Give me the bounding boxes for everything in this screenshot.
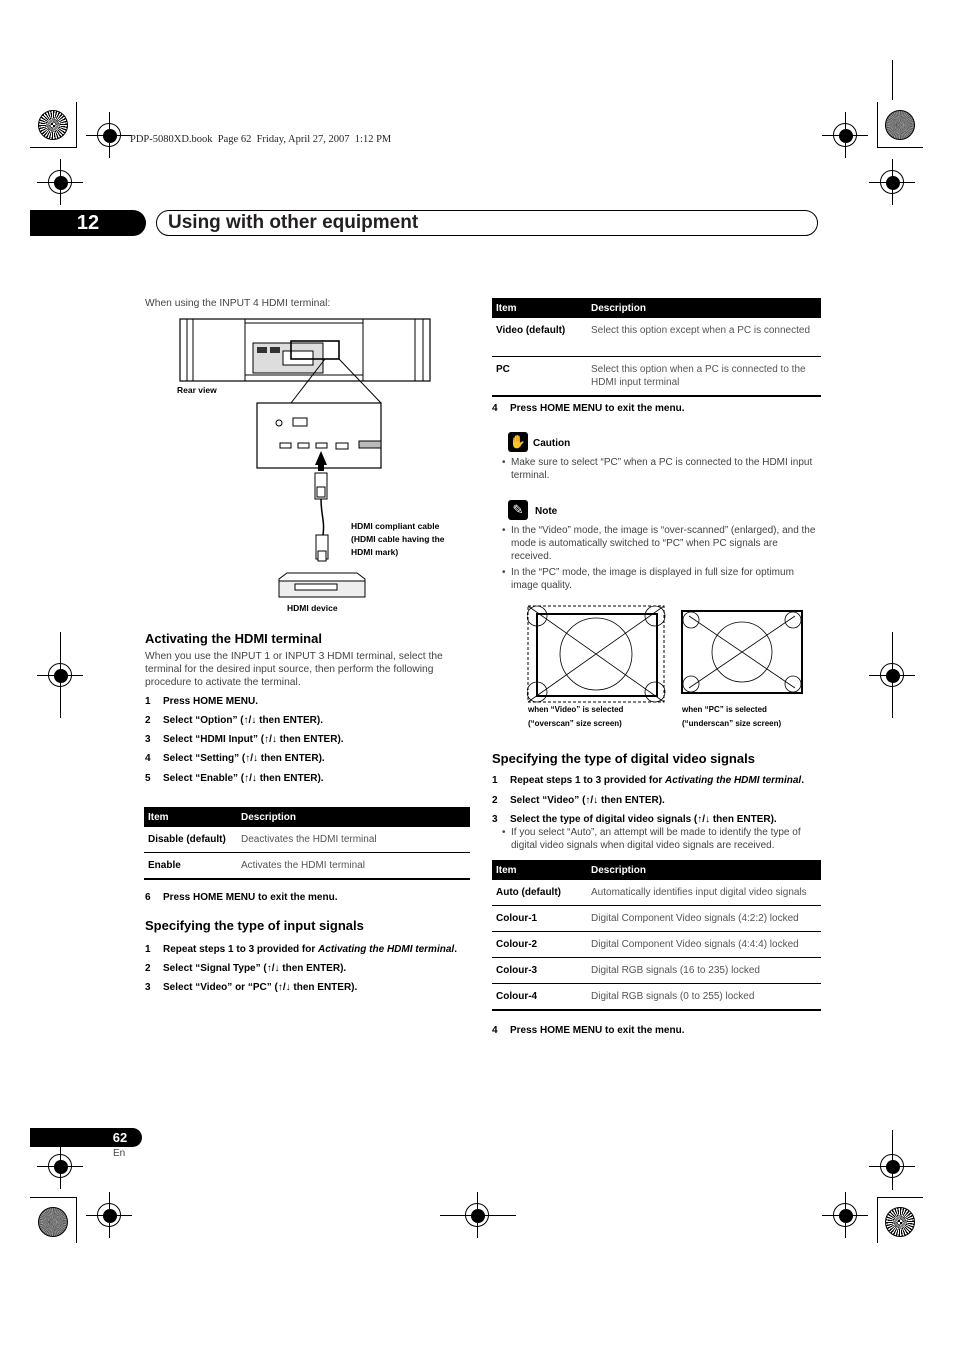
language-label: En — [113, 1148, 126, 1159]
digital-step-4 — [492, 1024, 684, 1037]
step-text: Repeat steps 1 to 3 provided for — [163, 944, 319, 955]
registration-starburst-top-right — [885, 110, 915, 140]
step-text-end: . — [801, 775, 804, 786]
table-header-row — [492, 298, 821, 318]
step-text: Press HOME MENU to exit the menu. — [510, 403, 685, 414]
step-text: Repeat steps 1 to 3 provided for — [510, 775, 666, 786]
table-cell-description: Digital RGB signals (0 to 255) locked — [587, 984, 821, 1011]
heading-input-signals: Specifying the type of input signals — [145, 918, 364, 933]
step-text: Select “Setting” (↑/↓ then ENTER). — [163, 753, 325, 764]
registration-target — [845, 112, 846, 158]
table-cell-item: PC — [492, 356, 587, 396]
intro-text: When using the INPUT 4 HDMI terminal: — [145, 298, 331, 309]
registration-target — [109, 112, 110, 158]
table-cell-item: Colour-3 — [492, 958, 587, 984]
table-cell-item: Colour-2 — [492, 932, 587, 958]
overscan-screen-diagram — [527, 604, 667, 704]
note-item-text: In the “Video” mode, the image is “over-scanned” (enlarged), and the mode is automatically switched to “PC” when PC signals are received. — [511, 525, 816, 562]
step-number: 3 — [145, 982, 151, 993]
step-text: Select “Option” (↑/↓ then ENTER). — [163, 715, 324, 726]
table-cell-item: Video (default) — [492, 318, 587, 356]
crop-mark — [892, 60, 893, 100]
step-number: 4 — [492, 1025, 498, 1036]
chapter-number: 12 — [76, 212, 100, 234]
table-cell-description: Select this option except when a PC is connected — [587, 318, 821, 356]
step-1 — [145, 695, 258, 708]
table-cell-description: Select this option when a PC is connected to the HDMI input terminal — [587, 356, 821, 396]
table-cell-item: Enable — [144, 853, 237, 880]
bullet-glyph: • — [502, 525, 506, 536]
step-6 — [145, 891, 337, 904]
registration-target — [845, 1192, 846, 1238]
table-row — [492, 932, 821, 958]
table-header-item: Item — [144, 807, 237, 827]
table-header-row — [144, 807, 470, 827]
registration-target — [60, 1143, 61, 1189]
step-2 — [145, 714, 323, 727]
table-cell-description: Digital Component Video signals (4:2:2) locked — [587, 906, 821, 932]
crop-mark — [30, 147, 76, 148]
underscan-caption-line-2: (“underscan” size screen) — [682, 719, 782, 728]
step-5 — [145, 772, 324, 785]
step-number: 2 — [492, 795, 498, 806]
note-title: Note — [535, 506, 558, 517]
step-number: 3 — [145, 734, 151, 745]
note-item-text: In the “PC” mode, the image is displayed in full size for optimum image quality. — [511, 567, 794, 591]
registration-target — [60, 632, 61, 718]
table-row — [492, 984, 821, 1011]
hdmi-cable-label-line-3: HDMI mark) — [351, 547, 399, 557]
caution-item-text: Make sure to select “PC” when a PC is connected to the HDMI input terminal. — [511, 457, 813, 481]
digital-step-3-note-text: If you select “Auto”, an attempt will be made to identify the type of digital video signals when digital video signals are received. — [511, 827, 801, 851]
step-text: Press HOME MENU to exit the menu. — [163, 892, 338, 903]
table-cell-item: Auto (default) — [492, 880, 587, 906]
table-cell-description: Digital RGB signals (16 to 235) locked — [587, 958, 821, 984]
step-reference: Activating the HDMI terminal — [665, 775, 802, 786]
step-text: Press HOME MENU to exit the menu. — [510, 1025, 685, 1036]
bullet-glyph: • — [502, 567, 506, 578]
step-reference: Activating the HDMI terminal — [318, 944, 455, 955]
step-number: 3 — [492, 814, 498, 825]
table-header-description: Description — [237, 807, 470, 827]
hdmi-cable-label-line-2: (HDMI cable having the — [351, 534, 445, 544]
table-cell-description: Activates the HDMI terminal — [237, 853, 470, 880]
input-step-3 — [145, 981, 357, 994]
caution-item — [502, 456, 820, 482]
step-text: Select “HDMI Input” (↑/↓ then ENTER). — [163, 734, 344, 745]
step-number: 1 — [145, 696, 151, 707]
crop-mark — [877, 147, 923, 148]
crop-mark — [877, 1197, 923, 1198]
table-row — [492, 318, 821, 356]
table-row — [492, 958, 821, 984]
underscan-screen-diagram — [681, 610, 803, 694]
digital-step-3 — [492, 813, 777, 826]
digital-signal-table — [492, 860, 821, 1011]
hdmi-setting-table — [144, 807, 470, 880]
table-cell-description: Automatically identifies input digital video signals — [587, 880, 821, 906]
table-header-description: Description — [587, 860, 821, 880]
registration-target — [892, 632, 893, 718]
digital-step-2 — [492, 794, 665, 807]
step-text: Select “Video” (↑/↓ then ENTER). — [510, 795, 665, 806]
crop-mark — [76, 1197, 77, 1243]
step-number: 1 — [145, 944, 151, 955]
step-number: 1 — [492, 775, 498, 786]
table-cell-item: Colour-1 — [492, 906, 587, 932]
signal-step-4 — [492, 402, 684, 415]
table-cell-description: Digital Component Video signals (4:4:4) locked — [587, 932, 821, 958]
activating-body: When you use the INPUT 1 or INPUT 3 HDMI terminal, select the terminal for the desired input source, then perform the following procedure to activate the terminal. — [145, 651, 443, 688]
hdmi-cable-label-line-1: HDMI compliant cable — [351, 521, 440, 531]
heading-digital-video: Specifying the type of digital video signals — [492, 751, 755, 766]
registration-target — [869, 1166, 915, 1167]
table-row — [492, 880, 821, 906]
step-number: 2 — [145, 963, 151, 974]
step-number: 2 — [145, 715, 151, 726]
table-cell-item: Colour-4 — [492, 984, 587, 1011]
registration-starburst-bottom-left — [38, 1207, 68, 1237]
registration-target — [440, 1215, 516, 1216]
table-row — [144, 853, 470, 880]
caution-icon: ✋ — [508, 432, 528, 452]
step-number: 6 — [145, 892, 151, 903]
step-text: Select “Signal Type” (↑/↓ then ENTER). — [163, 963, 347, 974]
table-header-item: Item — [492, 298, 587, 318]
page-number: 62 — [112, 1130, 128, 1145]
table-cell-description: Deactivates the HDMI terminal — [237, 827, 470, 853]
digital-step-1 — [492, 774, 804, 787]
bullet-glyph: • — [502, 827, 506, 838]
table-cell-item: Disable (default) — [144, 827, 237, 853]
crop-mark — [76, 102, 77, 148]
registration-target — [60, 159, 61, 205]
step-text: Select “Video” or “PC” (↑/↓ then ENTER). — [163, 982, 358, 993]
table-header-item: Item — [492, 860, 587, 880]
digital-step-3-note — [502, 826, 820, 852]
chapter-title: Using with other equipment — [168, 212, 419, 233]
overscan-caption-line-1: when “Video” is selected — [528, 705, 624, 714]
table-row — [144, 827, 470, 853]
heading-activating-hdmi: Activating the HDMI terminal — [145, 631, 322, 646]
crop-mark — [877, 102, 878, 148]
input-step-1 — [145, 943, 457, 956]
step-number: 4 — [145, 753, 151, 764]
registration-target — [477, 1192, 478, 1238]
step-text: Select the type of digital video signals (↑/↓ then ENTER). — [510, 814, 777, 825]
step-number: 4 — [492, 403, 498, 414]
step-text: Select “Enable” (↑/↓ then ENTER). — [163, 773, 324, 784]
book-info-line: PDP-5080XD.book Page 62 Friday, April 27, 2007 1:12 PM — [130, 134, 392, 145]
step-text-end: . — [454, 944, 457, 955]
note-item — [502, 566, 820, 592]
underscan-caption-line-1: when “PC” is selected — [682, 705, 767, 714]
table-row — [492, 906, 821, 932]
step-4 — [145, 752, 325, 765]
step-number: 5 — [145, 773, 151, 784]
overscan-caption-line-2: (“overscan” size screen) — [528, 719, 622, 728]
note-item — [502, 524, 820, 563]
hdmi-connection-figure — [175, 315, 445, 615]
step-3 — [145, 733, 344, 746]
registration-starburst-top-left — [38, 110, 68, 140]
step-text: Press HOME MENU. — [163, 696, 259, 707]
signal-type-table — [492, 298, 821, 397]
hdmi-device-label: HDMI device — [287, 603, 338, 613]
table-header-row — [492, 860, 821, 880]
bullet-glyph: • — [502, 457, 506, 468]
table-row — [492, 356, 821, 396]
input-step-2 — [145, 962, 346, 975]
crop-mark — [877, 1197, 878, 1243]
caution-title: Caution — [533, 438, 571, 449]
table-header-description: Description — [587, 298, 821, 318]
note-icon: ✎ — [508, 500, 528, 520]
rear-view-label: Rear view — [177, 385, 217, 395]
registration-starburst-bottom-right — [885, 1207, 915, 1237]
registration-target — [892, 159, 893, 205]
registration-target — [109, 1192, 110, 1238]
crop-mark — [30, 1197, 76, 1198]
